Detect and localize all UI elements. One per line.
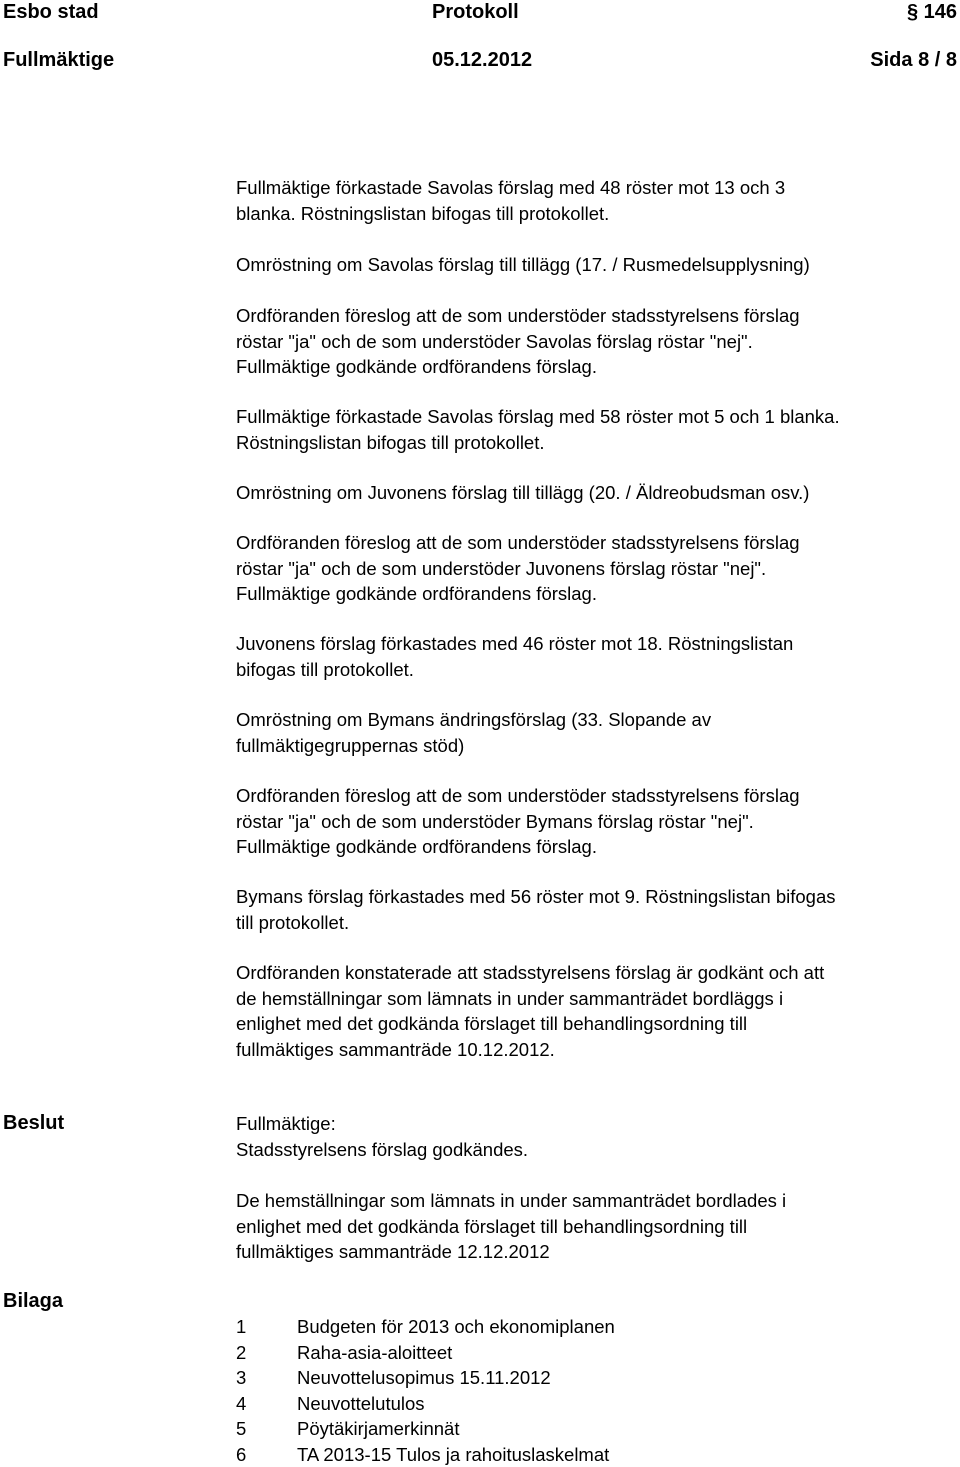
bilaga-label: Bilaga [3,1290,64,1312]
paragraph: Omröstning om Bymans ändringsförslag (33. Slopande av fullmäktigegruppernas stöd) [236,709,712,756]
list-item [236,1314,936,1340]
list-item-text: TA 2013-15 Tulos ja rahoituslaskelmat [297,1443,610,1465]
paragraph: Fullmäktige förkastade Savolas förslag med 48 röster mot 13 och 3 blanka. Röstningslistan bifogas till protokollet. [236,177,786,224]
header-row-2 [0,48,960,80]
list-item-text: Neuvottelutulos [297,1392,425,1414]
beslut-text: De hemställningar som lämnats in under sammanträdet bordlades i enlighet med det godkända förslaget till behandlingsordning till fullmäktiges sammanträde 12.12.2012 [236,1190,787,1262]
list-item-number: 2 [236,1341,247,1363]
paragraph: Omröstning om Juvonens förslag till tillägg (20. / Äldreobudsman osv.) [236,482,810,503]
list-item [236,1391,936,1417]
list-item-number: 5 [236,1418,247,1439]
paragraph: Bymans förslag förkastades med 56 röster mot 9. Röstningslistan bifogas till protokollet. [236,886,836,933]
list-item-text: Pöytäkirjamerkinnät [297,1418,460,1439]
section-number: § 146 [906,1,957,23]
list-item-number: 1 [236,1316,247,1337]
list-item-text: Budgeten för 2013 och ekonomiplanen [297,1316,615,1337]
list-item-number: 3 [236,1367,247,1388]
beslut-label: Beslut [3,1112,65,1134]
list-item-text: Raha-asia-aloitteet [297,1341,453,1363]
page-number: Sida 8 / 8 [870,49,957,71]
beslut-text: Fullmäktige: Stadsstyrelsens förslag godkändes. [236,1113,529,1160]
header-row-1 [0,0,960,32]
document-type: Protokoll [432,1,519,23]
paragraph: Ordföranden föreslog att de som understöder stadsstyrelsens förslag röstar "ja" och de som understöder Savolas förslag röstar "nej". Fullmäktige godkände ordförandens förslag. [236,305,800,377]
municipality: Esbo stad [3,1,99,23]
body-name: Fullmäktige [3,49,115,71]
meeting-date: 05.12.2012 [432,49,533,71]
list-item [236,1340,936,1366]
list-item-text: Neuvottelusopimus 15.11.2012 [297,1367,551,1388]
paragraph: Juvonens förslag förkastades med 46 röster mot 18. Röstningslistan bifogas till protokollet. [236,633,794,680]
list-item [236,1365,936,1391]
paragraph: Ordföranden föreslog att de som understöder stadsstyrelsens förslag röstar "ja" och de som understöder Bymans förslag röstar "nej". Fullmäktige godkände ordförandens förslag. [236,785,800,857]
paragraph: Ordföranden konstaterade att stadsstyrelsens förslag är godkänt och att de hemställningar som lämnats in under sammanträdet bordläggs i enlighet med det godkända förslaget till behandlingsordning till fullmäktiges sammanträde 10.12.2012. [236,962,825,1060]
paragraph: Fullmäktige förkastade Savolas förslag med 58 röster mot 5 och 1 blanka. Röstningslistan bifogas till protokollet. [236,406,840,453]
list-item-number: 4 [236,1392,247,1414]
list-item [236,1442,936,1467]
paragraph: Omröstning om Savolas förslag till tillägg (17. / Rusmedelsupplysning) [236,254,810,275]
list-item [236,1416,936,1442]
paragraph: Ordföranden föreslog att de som understöder stadsstyrelsens förslag röstar "ja" och de som understöder Juvonens förslag röstar "nej". Fullmäktige godkände ordförandens förslag. [236,532,800,604]
list-item-number: 6 [236,1443,247,1465]
attachment-list [236,1314,936,1467]
